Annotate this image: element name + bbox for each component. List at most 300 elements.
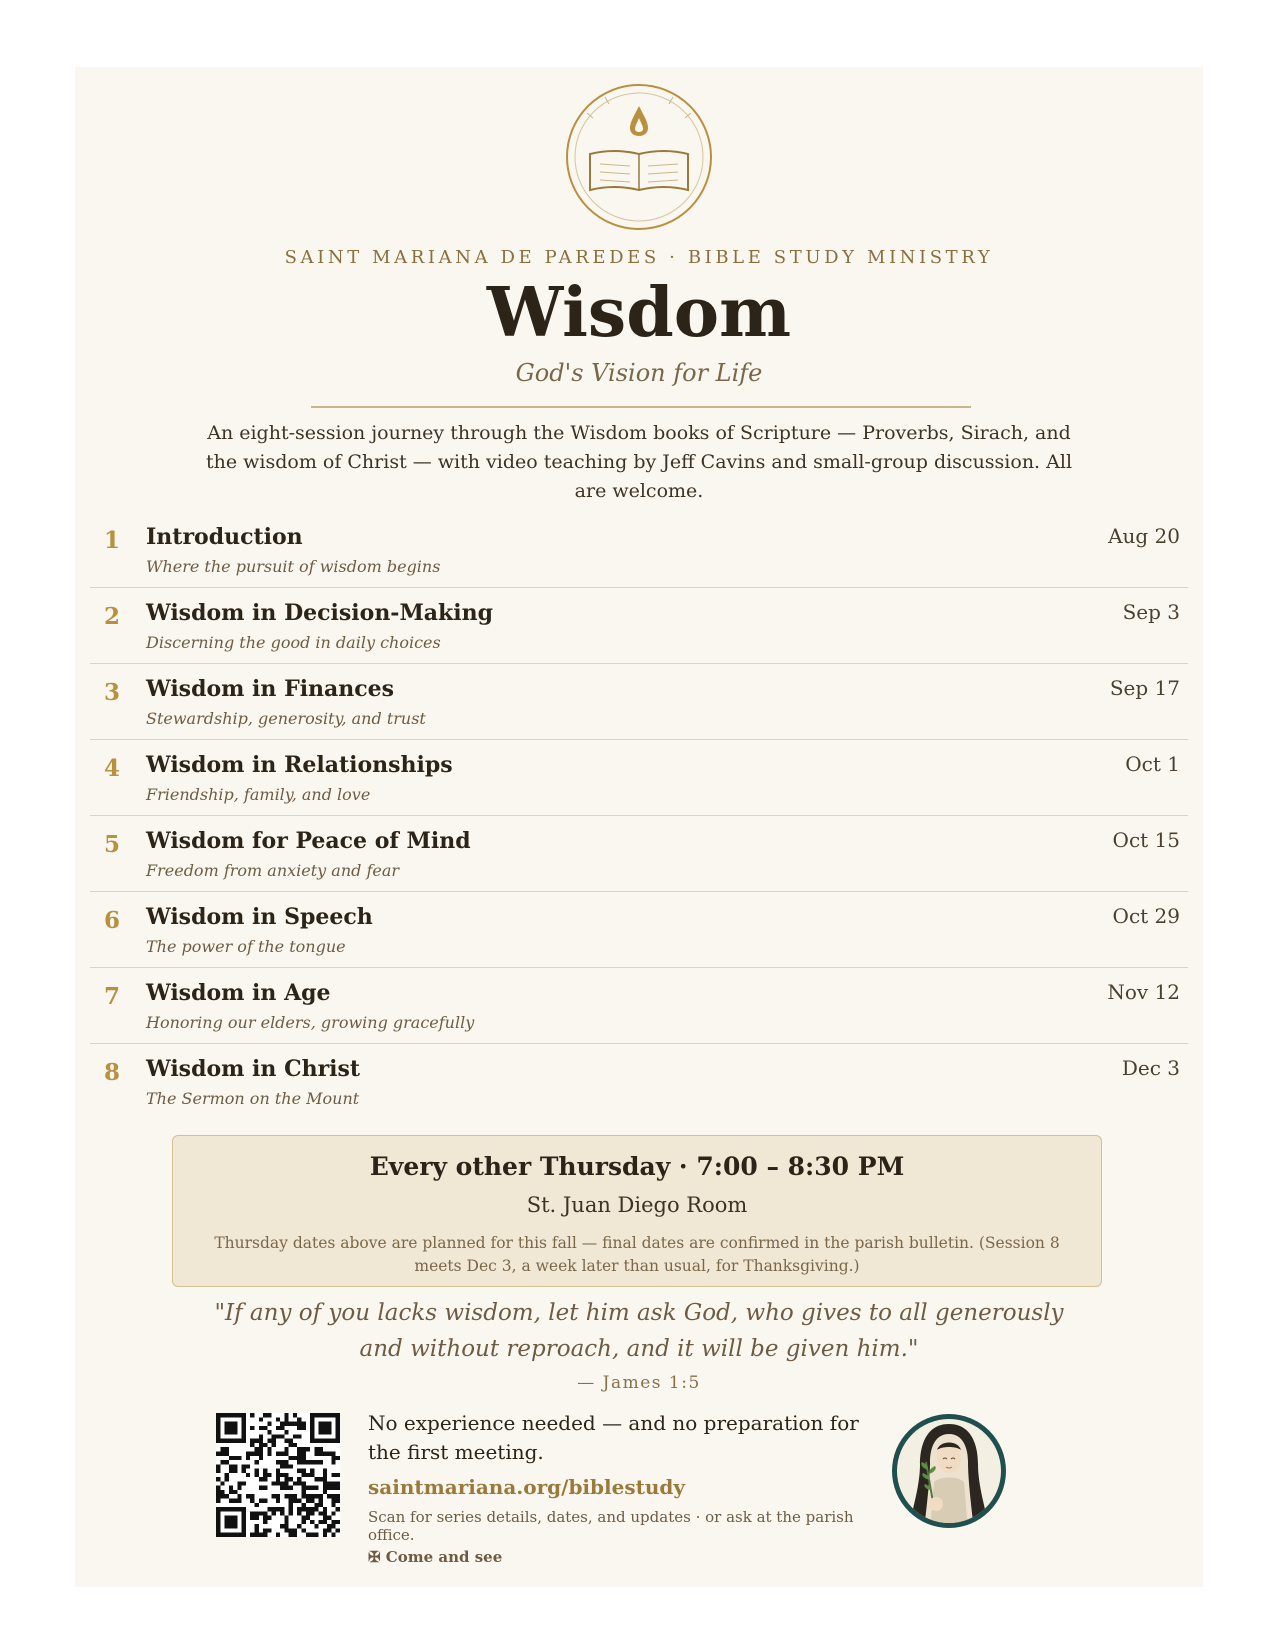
qr-module	[336, 1520, 340, 1524]
qr-module	[306, 1460, 310, 1464]
session-row	[90, 664, 1188, 740]
qr-module	[225, 1413, 229, 1417]
qr-module	[259, 1486, 263, 1490]
session-date: Sep 17	[1109, 676, 1180, 700]
qr-module	[229, 1426, 233, 1430]
session-date: Aug 20	[1108, 524, 1180, 548]
qr-module	[306, 1507, 310, 1511]
qr-module	[220, 1494, 224, 1498]
qr-module	[319, 1422, 323, 1426]
qr-module	[276, 1494, 280, 1498]
qr-module	[310, 1494, 314, 1498]
qr-module	[267, 1507, 271, 1511]
session-title: Wisdom for Peace of Mind	[146, 828, 471, 854]
qr-module	[216, 1477, 220, 1481]
qr-module	[276, 1473, 280, 1477]
qr-module	[284, 1430, 288, 1434]
qr-module	[276, 1469, 280, 1473]
qr-module	[327, 1481, 331, 1485]
qr-module	[289, 1439, 293, 1443]
qr-module	[297, 1511, 301, 1515]
qr-module	[336, 1528, 340, 1532]
qr-module	[319, 1520, 323, 1524]
qr-module	[216, 1511, 220, 1515]
qr-module	[284, 1486, 288, 1490]
session-row	[90, 512, 1188, 588]
qr-module	[331, 1413, 335, 1417]
qr-module	[237, 1439, 241, 1443]
session-subtitle: The Sermon on the Mount	[146, 1089, 360, 1108]
qr-module	[242, 1413, 246, 1417]
schedule-note: Thursday dates above are planned for this fall — final dates are confirmed in the parish bulletin. (Session 8 meets Dec 3, a week later than usual, for Thanksgiving.)	[214, 1234, 1060, 1275]
qr-module	[250, 1413, 254, 1417]
qr-module	[254, 1460, 258, 1464]
qr-module	[267, 1413, 271, 1417]
qr-module	[293, 1499, 297, 1503]
qr-module	[225, 1460, 229, 1464]
qr-module	[246, 1451, 250, 1455]
schedule-box	[172, 1135, 1102, 1287]
session-title: Wisdom in Finances	[146, 676, 395, 702]
qr-module	[293, 1481, 297, 1485]
qr-module	[250, 1443, 254, 1447]
qr-module	[323, 1426, 327, 1430]
qr-module	[289, 1494, 293, 1498]
qr-module	[314, 1439, 318, 1443]
session-row	[90, 740, 1188, 816]
qr-module	[331, 1520, 335, 1524]
qr-module	[259, 1439, 263, 1443]
qr-module	[220, 1460, 224, 1464]
qr-module	[276, 1426, 280, 1430]
session-subtitle: Honoring our elders, growing gracefully	[146, 1013, 475, 1032]
qr-module	[242, 1422, 246, 1426]
qr-module	[319, 1477, 323, 1481]
qr-module	[259, 1499, 263, 1503]
session-row	[90, 588, 1188, 664]
qr-module	[323, 1520, 327, 1524]
qr-module	[220, 1533, 224, 1537]
qr-module	[297, 1434, 301, 1438]
qr-module	[250, 1426, 254, 1430]
qr-module	[233, 1469, 237, 1473]
qr-module	[272, 1434, 276, 1438]
qr-module	[250, 1511, 254, 1515]
qr-module	[254, 1439, 258, 1443]
qr-module	[323, 1481, 327, 1485]
session-number: 6	[103, 907, 120, 934]
qr-module	[310, 1417, 314, 1421]
session-date: Oct 15	[1112, 828, 1180, 852]
qr-module	[336, 1481, 340, 1485]
qr-module	[302, 1516, 306, 1520]
qr-module	[302, 1447, 306, 1451]
qr-module	[314, 1524, 318, 1528]
session-row	[90, 892, 1188, 968]
footer-message: No experience needed — and no preparation for the first meeting.	[368, 1411, 859, 1464]
qr-module	[276, 1451, 280, 1455]
scripture-quote: "If any of you lacks wisdom, let him ask God, who gives to all generously and without reproach, and it will be given him."	[214, 1300, 1064, 1362]
qr-module	[302, 1503, 306, 1507]
qr-module	[327, 1422, 331, 1426]
qr-module	[254, 1451, 258, 1455]
qr-module	[242, 1516, 246, 1520]
qr-module	[323, 1430, 327, 1434]
qr-module	[225, 1451, 229, 1455]
qr-module	[280, 1426, 284, 1430]
qr-module	[302, 1490, 306, 1494]
qr-module	[220, 1507, 224, 1511]
qr-module	[289, 1464, 293, 1468]
qr-module	[302, 1422, 306, 1426]
session-title: Introduction	[146, 524, 303, 550]
qr-module	[310, 1422, 314, 1426]
qr-module	[237, 1494, 241, 1498]
qr-module	[331, 1524, 335, 1528]
qr-module	[310, 1473, 314, 1477]
qr-module	[276, 1533, 280, 1537]
qr-module	[276, 1507, 280, 1511]
qr-module	[233, 1430, 237, 1434]
qr-module	[336, 1499, 340, 1503]
qr-module	[331, 1481, 335, 1485]
qr-module	[280, 1524, 284, 1528]
qr-module	[216, 1426, 220, 1430]
qr-module	[306, 1447, 310, 1451]
qr-module	[263, 1499, 267, 1503]
qr-module	[319, 1503, 323, 1507]
qr-module	[225, 1533, 229, 1537]
qr-module	[284, 1439, 288, 1443]
qr-module	[216, 1524, 220, 1528]
qr-module	[254, 1533, 258, 1537]
qr-module	[233, 1456, 237, 1460]
qr-module	[319, 1499, 323, 1503]
qr-module	[263, 1426, 267, 1430]
qr-module	[310, 1434, 314, 1438]
qr-module	[229, 1486, 233, 1490]
qr-module	[259, 1443, 263, 1447]
qr-module	[237, 1499, 241, 1503]
qr-module	[289, 1528, 293, 1532]
qr-module	[246, 1464, 250, 1468]
qr-module	[314, 1507, 318, 1511]
qr-module	[254, 1511, 258, 1515]
qr-module	[284, 1413, 288, 1417]
qr-module	[225, 1473, 229, 1477]
qr-module	[225, 1439, 229, 1443]
qr-module	[289, 1486, 293, 1490]
qr-module	[297, 1524, 301, 1528]
qr-module	[323, 1413, 327, 1417]
session-title: Wisdom in Age	[146, 980, 331, 1006]
qr-module	[310, 1430, 314, 1434]
qr-module	[250, 1494, 254, 1498]
qr-module	[331, 1473, 335, 1477]
session-number: 7	[103, 983, 120, 1010]
schedule-time: Every other Thursday · 7:00 – 8:30 PM	[369, 1152, 905, 1181]
session-title: Wisdom in Decision-Making	[146, 600, 494, 626]
qr-module	[297, 1451, 301, 1455]
session-date: Sep 3	[1122, 600, 1180, 624]
qr-module	[237, 1456, 241, 1460]
qr-module	[284, 1516, 288, 1520]
qr-module	[302, 1481, 306, 1485]
qr-module	[310, 1520, 314, 1524]
qr-code-icon[interactable]	[216, 1413, 340, 1537]
qr-module	[263, 1511, 267, 1515]
qr-module	[225, 1422, 229, 1426]
qr-module	[263, 1473, 267, 1477]
qr-module	[280, 1460, 284, 1464]
qr-module	[276, 1499, 280, 1503]
qr-module	[284, 1520, 288, 1524]
qr-module	[229, 1490, 233, 1494]
qr-module	[242, 1507, 246, 1511]
qr-module	[293, 1422, 297, 1426]
qr-module	[216, 1494, 220, 1498]
session-number: 5	[103, 831, 120, 858]
qr-module	[306, 1516, 310, 1520]
qr-module	[284, 1528, 288, 1532]
qr-module	[289, 1507, 293, 1511]
qr-module	[319, 1494, 323, 1498]
session-row	[90, 1044, 1188, 1119]
session-subtitle: Freedom from anxiety and fear	[146, 861, 400, 880]
qr-module	[220, 1413, 224, 1417]
qr-module	[267, 1528, 271, 1532]
session-subtitle: The power of the tongue	[146, 937, 346, 956]
session-date: Dec 3	[1121, 1056, 1180, 1080]
qr-module	[254, 1473, 258, 1477]
qr-module	[284, 1473, 288, 1477]
qr-module	[293, 1528, 297, 1532]
qr-module	[310, 1460, 314, 1464]
qr-module	[225, 1516, 229, 1520]
qr-module	[242, 1481, 246, 1485]
qr-module	[302, 1473, 306, 1477]
qr-module	[216, 1451, 220, 1455]
qr-module	[216, 1516, 220, 1520]
qr-module	[259, 1426, 263, 1430]
qr-module	[302, 1456, 306, 1460]
schedule-room: St. Juan Diego Room	[526, 1193, 748, 1217]
qr-module	[331, 1499, 335, 1503]
qr-module	[323, 1490, 327, 1494]
qr-module	[216, 1507, 220, 1511]
qr-module	[331, 1451, 335, 1455]
qr-module	[242, 1426, 246, 1430]
qr-module	[314, 1460, 318, 1464]
qr-module	[331, 1494, 335, 1498]
qr-module	[297, 1447, 301, 1451]
qr-module	[267, 1516, 271, 1520]
qr-module	[319, 1426, 323, 1430]
qr-module	[263, 1443, 267, 1447]
qr-module	[229, 1507, 233, 1511]
qr-module	[302, 1451, 306, 1455]
qr-module	[302, 1460, 306, 1464]
qr-module	[263, 1413, 267, 1417]
qr-module	[259, 1456, 263, 1460]
website-link[interactable]: saintmariana.org/biblestudy	[368, 1475, 685, 1499]
qr-module	[263, 1477, 267, 1481]
qr-module	[319, 1413, 323, 1417]
qr-module	[254, 1469, 258, 1473]
qr-module	[259, 1451, 263, 1455]
qr-module	[306, 1511, 310, 1515]
session-subtitle: Discerning the good in daily choices	[146, 633, 441, 652]
qr-module	[216, 1413, 220, 1417]
qr-module	[284, 1524, 288, 1528]
qr-module	[297, 1481, 301, 1485]
qr-module	[306, 1533, 310, 1537]
qr-module	[225, 1494, 229, 1498]
qr-module	[276, 1417, 280, 1421]
page-subtitle: God's Vision for Life	[515, 359, 763, 387]
qr-module	[263, 1533, 267, 1537]
scripture-citation: — James 1:5	[577, 1373, 701, 1393]
qr-module	[327, 1516, 331, 1520]
qr-module	[216, 1417, 220, 1421]
qr-module	[242, 1469, 246, 1473]
qr-module	[310, 1499, 314, 1503]
qr-module	[302, 1507, 306, 1511]
qr-module	[310, 1413, 314, 1417]
scan-note: Scan for series details, dates, and updates · or ask at the parish office.	[368, 1508, 854, 1544]
qr-module	[327, 1451, 331, 1455]
qr-module	[302, 1486, 306, 1490]
qr-module	[323, 1486, 327, 1490]
qr-module	[310, 1507, 314, 1511]
qr-module	[319, 1447, 323, 1451]
qr-module	[229, 1516, 233, 1520]
qr-module	[250, 1499, 254, 1503]
qr-module	[233, 1439, 237, 1443]
ministry-name: SAINT MARIANA DE PAREDES · BIBLE STUDY MINISTRY	[284, 247, 994, 268]
qr-module	[284, 1451, 288, 1455]
session-subtitle: Stewardship, generosity, and trust	[146, 709, 426, 728]
qr-module	[310, 1533, 314, 1537]
divider	[311, 406, 971, 408]
qr-module	[280, 1473, 284, 1477]
qr-module	[229, 1524, 233, 1528]
qr-module	[225, 1477, 229, 1481]
qr-module	[297, 1460, 301, 1464]
qr-module	[306, 1486, 310, 1490]
qr-module	[242, 1417, 246, 1421]
qr-module	[319, 1430, 323, 1434]
qr-module	[280, 1507, 284, 1511]
qr-module	[327, 1524, 331, 1528]
qr-module	[289, 1533, 293, 1537]
qr-module	[331, 1486, 335, 1490]
qr-module	[323, 1533, 327, 1537]
qr-module	[284, 1481, 288, 1485]
qr-module	[229, 1533, 233, 1537]
qr-module	[276, 1481, 280, 1485]
qr-module	[306, 1494, 310, 1498]
qr-module	[306, 1499, 310, 1503]
qr-module	[297, 1426, 301, 1430]
qr-module	[216, 1490, 220, 1494]
qr-module	[293, 1456, 297, 1460]
qr-module	[254, 1524, 258, 1528]
qr-module	[319, 1451, 323, 1455]
qr-module	[259, 1447, 263, 1451]
qr-module	[336, 1430, 340, 1434]
session-date: Oct 29	[1112, 904, 1180, 928]
qr-module	[229, 1520, 233, 1524]
qr-module	[319, 1460, 323, 1464]
qr-module	[297, 1477, 301, 1481]
qr-module	[323, 1516, 327, 1520]
qr-module	[242, 1520, 246, 1524]
session-number: 8	[103, 1059, 120, 1086]
page-title: Wisdom	[486, 273, 792, 353]
qr-module	[336, 1426, 340, 1430]
qr-module	[276, 1434, 280, 1438]
qr-module	[331, 1439, 335, 1443]
qr-module	[263, 1469, 267, 1473]
qr-module	[302, 1426, 306, 1430]
qr-module	[319, 1511, 323, 1515]
qr-module	[237, 1507, 241, 1511]
qr-module	[233, 1507, 237, 1511]
qr-module	[216, 1464, 220, 1468]
qr-module	[229, 1422, 233, 1426]
qr-module	[280, 1451, 284, 1455]
qr-module	[233, 1533, 237, 1537]
qr-module	[280, 1434, 284, 1438]
qr-module	[233, 1464, 237, 1468]
come-and-see: ✠ Come and see	[368, 1548, 503, 1566]
qr-module	[289, 1443, 293, 1447]
qr-module	[246, 1494, 250, 1498]
qr-module	[297, 1417, 301, 1421]
qr-module	[225, 1426, 229, 1430]
qr-module	[284, 1447, 288, 1451]
qr-module	[225, 1447, 229, 1451]
qr-module	[216, 1469, 220, 1473]
qr-module	[293, 1413, 297, 1417]
qr-module	[250, 1451, 254, 1455]
qr-module	[302, 1528, 306, 1532]
qr-module	[323, 1507, 327, 1511]
qr-module	[233, 1520, 237, 1524]
qr-module	[272, 1494, 276, 1498]
qr-module	[284, 1494, 288, 1498]
qr-module	[233, 1499, 237, 1503]
qr-module	[314, 1486, 318, 1490]
qr-module	[272, 1481, 276, 1485]
qr-module	[331, 1460, 335, 1464]
qr-module	[229, 1456, 233, 1460]
flyer-page	[75, 67, 1203, 1587]
session-list	[90, 512, 1188, 1119]
qr-module	[327, 1430, 331, 1434]
qr-module	[336, 1439, 340, 1443]
qr-module	[323, 1451, 327, 1455]
qr-module	[216, 1434, 220, 1438]
qr-module	[289, 1499, 293, 1503]
qr-module	[297, 1469, 301, 1473]
qr-module	[323, 1473, 327, 1477]
qr-module	[336, 1507, 340, 1511]
qr-module	[297, 1507, 301, 1511]
qr-module	[327, 1494, 331, 1498]
qr-module	[254, 1447, 258, 1451]
